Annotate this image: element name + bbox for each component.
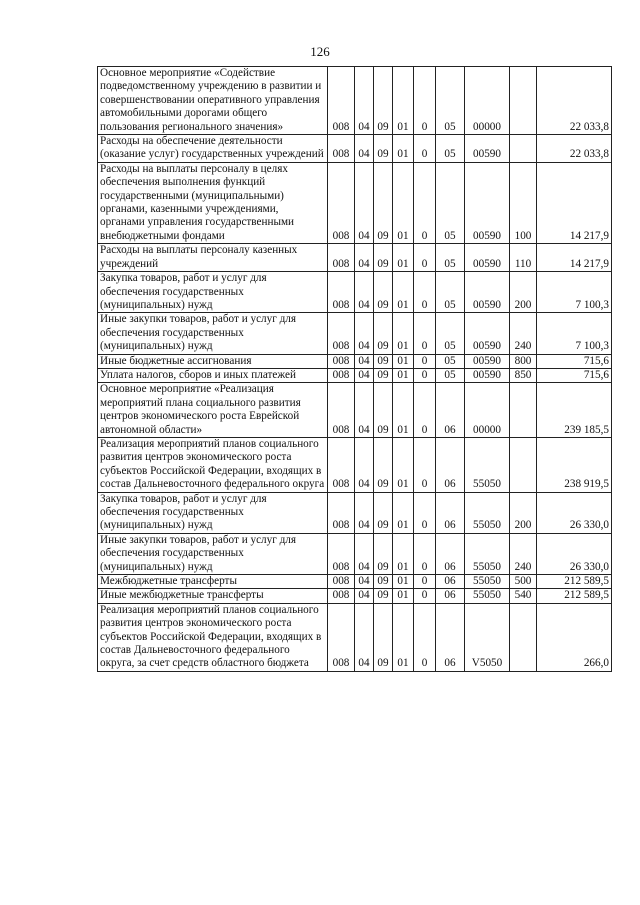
row-gr-code: 008 (328, 272, 355, 313)
row-event-code: 05 (436, 313, 465, 354)
row-gr-code: 008 (328, 603, 355, 671)
row-direction-code: 00590 (465, 354, 510, 368)
row-program-code: 01 (393, 575, 414, 589)
row-gr-code: 008 (328, 313, 355, 354)
row-section-code: 04 (355, 368, 374, 382)
row-gr-code: 008 (328, 67, 355, 135)
row-name: Закупка товаров, работ и услуг для обеспечения государственных (муниципальных) нужд (98, 272, 328, 313)
row-direction-code: 00590 (465, 244, 510, 272)
row-name: Иные закупки товаров, работ и услуг для обеспечения государственных (муниципальных) нужд (98, 313, 328, 354)
row-direction-code: 00590 (465, 272, 510, 313)
row-section-code: 04 (355, 533, 374, 574)
row-amount: 7 100,3 (537, 272, 612, 313)
table-row (98, 589, 612, 603)
row-expense-type-code: 240 (510, 313, 537, 354)
budget-table (97, 66, 612, 672)
row-section-code: 04 (355, 383, 374, 438)
row-gr-code: 008 (328, 368, 355, 382)
row-amount: 212 589,5 (537, 589, 612, 603)
row-subprogram-code: 0 (414, 575, 436, 589)
row-name: Иные бюджетные ассигнования (98, 354, 328, 368)
row-gr-code: 008 (328, 354, 355, 368)
row-gr-code: 008 (328, 589, 355, 603)
row-expense-type-code (510, 437, 537, 492)
row-section-code: 04 (355, 67, 374, 135)
row-gr-code: 008 (328, 533, 355, 574)
row-program-code: 01 (393, 533, 414, 574)
table-row (98, 272, 612, 313)
row-expense-type-code (510, 383, 537, 438)
row-event-code: 05 (436, 368, 465, 382)
row-direction-code: 55050 (465, 492, 510, 533)
row-amount: 26 330,0 (537, 492, 612, 533)
row-event-code: 05 (436, 272, 465, 313)
row-direction-code: 55050 (465, 437, 510, 492)
row-event-code: 06 (436, 533, 465, 574)
row-subprogram-code: 0 (414, 437, 436, 492)
row-gr-code: 008 (328, 383, 355, 438)
table-row (98, 135, 612, 163)
row-direction-code: 00590 (465, 368, 510, 382)
row-direction-code: 00590 (465, 313, 510, 354)
row-name: Межбюджетные трансферты (98, 575, 328, 589)
row-program-code: 01 (393, 244, 414, 272)
row-section-code: 04 (355, 354, 374, 368)
row-program-code: 01 (393, 492, 414, 533)
table-row (98, 354, 612, 368)
row-event-code: 05 (436, 354, 465, 368)
row-name: Основное мероприятие «Содействие подведомственному учреждению в развитии и совершенствовании оперативного управления автомобильными дорогами общего пользования регионального значения» (98, 67, 328, 135)
row-event-code: 06 (436, 437, 465, 492)
row-section-code: 04 (355, 575, 374, 589)
row-name: Основное мероприятие «Реализация мероприятий плана социального развития центров экономического роста Еврейской автономной области» (98, 383, 328, 438)
row-subsection-code: 09 (374, 135, 393, 163)
row-subprogram-code: 0 (414, 492, 436, 533)
row-gr-code: 008 (328, 162, 355, 243)
row-program-code: 01 (393, 603, 414, 671)
row-event-code: 06 (436, 575, 465, 589)
row-subsection-code: 09 (374, 313, 393, 354)
table-row (98, 383, 612, 438)
row-subsection-code: 09 (374, 244, 393, 272)
row-program-code: 01 (393, 437, 414, 492)
row-amount: 7 100,3 (537, 313, 612, 354)
row-gr-code: 008 (328, 492, 355, 533)
row-subprogram-code: 0 (414, 603, 436, 671)
page-number: 126 (310, 44, 330, 59)
row-subprogram-code: 0 (414, 589, 436, 603)
row-expense-type-code: 100 (510, 162, 537, 243)
row-name: Расходы на обеспечение деятельности (оказание услуг) государственных учреждений (98, 135, 328, 163)
row-name: Закупка товаров, работ и услуг для обеспечения государственных (муниципальных) нужд (98, 492, 328, 533)
row-subprogram-code: 0 (414, 162, 436, 243)
row-subprogram-code: 0 (414, 135, 436, 163)
row-amount: 26 330,0 (537, 533, 612, 574)
row-event-code: 06 (436, 383, 465, 438)
row-subsection-code: 09 (374, 272, 393, 313)
row-direction-code: 00590 (465, 135, 510, 163)
row-gr-code: 008 (328, 437, 355, 492)
row-amount: 715,6 (537, 368, 612, 382)
row-direction-code: V5050 (465, 603, 510, 671)
row-section-code: 04 (355, 589, 374, 603)
row-expense-type-code (510, 135, 537, 163)
row-program-code: 01 (393, 383, 414, 438)
row-section-code: 04 (355, 244, 374, 272)
row-section-code: 04 (355, 492, 374, 533)
table-row (98, 313, 612, 354)
row-direction-code: 00590 (465, 162, 510, 243)
row-name: Иные межбюджетные трансферты (98, 589, 328, 603)
table-row (98, 533, 612, 574)
row-expense-type-code: 110 (510, 244, 537, 272)
row-amount: 14 217,9 (537, 244, 612, 272)
table-row (98, 162, 612, 243)
budget-table-body (98, 67, 612, 672)
row-program-code: 01 (393, 368, 414, 382)
row-expense-type-code: 200 (510, 272, 537, 313)
table-row (98, 67, 612, 135)
row-direction-code: 00000 (465, 383, 510, 438)
table-row (98, 244, 612, 272)
row-subsection-code: 09 (374, 383, 393, 438)
row-expense-type-code: 540 (510, 589, 537, 603)
row-expense-type-code (510, 67, 537, 135)
row-subsection-code: 09 (374, 354, 393, 368)
table-row (98, 575, 612, 589)
row-program-code: 01 (393, 162, 414, 243)
row-event-code: 05 (436, 135, 465, 163)
row-name: Расходы на выплаты персоналу в целях обеспечения выполнения функций государственными (муниципальными) органами, казенными учреждениями, органами управления государственными внебюджетными фондами (98, 162, 328, 243)
row-amount: 238 919,5 (537, 437, 612, 492)
row-section-code: 04 (355, 603, 374, 671)
row-amount: 266,0 (537, 603, 612, 671)
row-program-code: 01 (393, 354, 414, 368)
table-row (98, 603, 612, 671)
row-event-code: 06 (436, 589, 465, 603)
row-expense-type-code: 850 (510, 368, 537, 382)
row-amount: 22 033,8 (537, 135, 612, 163)
row-amount: 212 589,5 (537, 575, 612, 589)
row-section-code: 04 (355, 313, 374, 354)
row-expense-type-code: 500 (510, 575, 537, 589)
row-subsection-code: 09 (374, 67, 393, 135)
row-subsection-code: 09 (374, 437, 393, 492)
row-amount: 715,6 (537, 354, 612, 368)
row-expense-type-code: 200 (510, 492, 537, 533)
row-subsection-code: 09 (374, 575, 393, 589)
table-row (98, 492, 612, 533)
row-direction-code: 55050 (465, 533, 510, 574)
row-amount: 14 217,9 (537, 162, 612, 243)
row-expense-type-code (510, 603, 537, 671)
row-program-code: 01 (393, 589, 414, 603)
row-name: Реализация мероприятий планов социального развития центров экономического роста субъектов Российской Федерации, входящих в состав Дальневосточного федерального округа, за счет средств областного бюджета (98, 603, 328, 671)
row-program-code: 01 (393, 272, 414, 313)
row-name: Уплата налогов, сборов и иных платежей (98, 368, 328, 382)
row-amount: 239 185,5 (537, 383, 612, 438)
row-subsection-code: 09 (374, 368, 393, 382)
row-subprogram-code: 0 (414, 244, 436, 272)
row-gr-code: 008 (328, 135, 355, 163)
row-section-code: 04 (355, 135, 374, 163)
row-event-code: 05 (436, 162, 465, 243)
row-amount: 22 033,8 (537, 67, 612, 135)
row-direction-code: 55050 (465, 589, 510, 603)
row-expense-type-code: 800 (510, 354, 537, 368)
table-row (98, 437, 612, 492)
row-gr-code: 008 (328, 244, 355, 272)
row-subprogram-code: 0 (414, 354, 436, 368)
row-event-code: 06 (436, 603, 465, 671)
row-event-code: 05 (436, 67, 465, 135)
row-name: Иные закупки товаров, работ и услуг для обеспечения государственных (муниципальных) нужд (98, 533, 328, 574)
row-expense-type-code: 240 (510, 533, 537, 574)
row-event-code: 06 (436, 492, 465, 533)
row-direction-code: 55050 (465, 575, 510, 589)
row-subsection-code: 09 (374, 589, 393, 603)
row-program-code: 01 (393, 135, 414, 163)
row-subprogram-code: 0 (414, 313, 436, 354)
row-subprogram-code: 0 (414, 368, 436, 382)
row-name: Расходы на выплаты персоналу казенных учреждений (98, 244, 328, 272)
row-subsection-code: 09 (374, 533, 393, 574)
row-subsection-code: 09 (374, 162, 393, 243)
row-name: Реализация мероприятий планов социального развития центров экономического роста субъектов Российской Федерации, входящих в состав Дальневосточного федерального округа (98, 437, 328, 492)
row-section-code: 04 (355, 272, 374, 313)
row-program-code: 01 (393, 67, 414, 135)
table-row (98, 368, 612, 382)
row-subsection-code: 09 (374, 492, 393, 533)
row-gr-code: 008 (328, 575, 355, 589)
row-subprogram-code: 0 (414, 533, 436, 574)
row-section-code: 04 (355, 437, 374, 492)
row-subprogram-code: 0 (414, 383, 436, 438)
row-subprogram-code: 0 (414, 272, 436, 313)
row-subsection-code: 09 (374, 603, 393, 671)
row-section-code: 04 (355, 162, 374, 243)
row-event-code: 05 (436, 244, 465, 272)
row-program-code: 01 (393, 313, 414, 354)
row-subprogram-code: 0 (414, 67, 436, 135)
row-direction-code: 00000 (465, 67, 510, 135)
